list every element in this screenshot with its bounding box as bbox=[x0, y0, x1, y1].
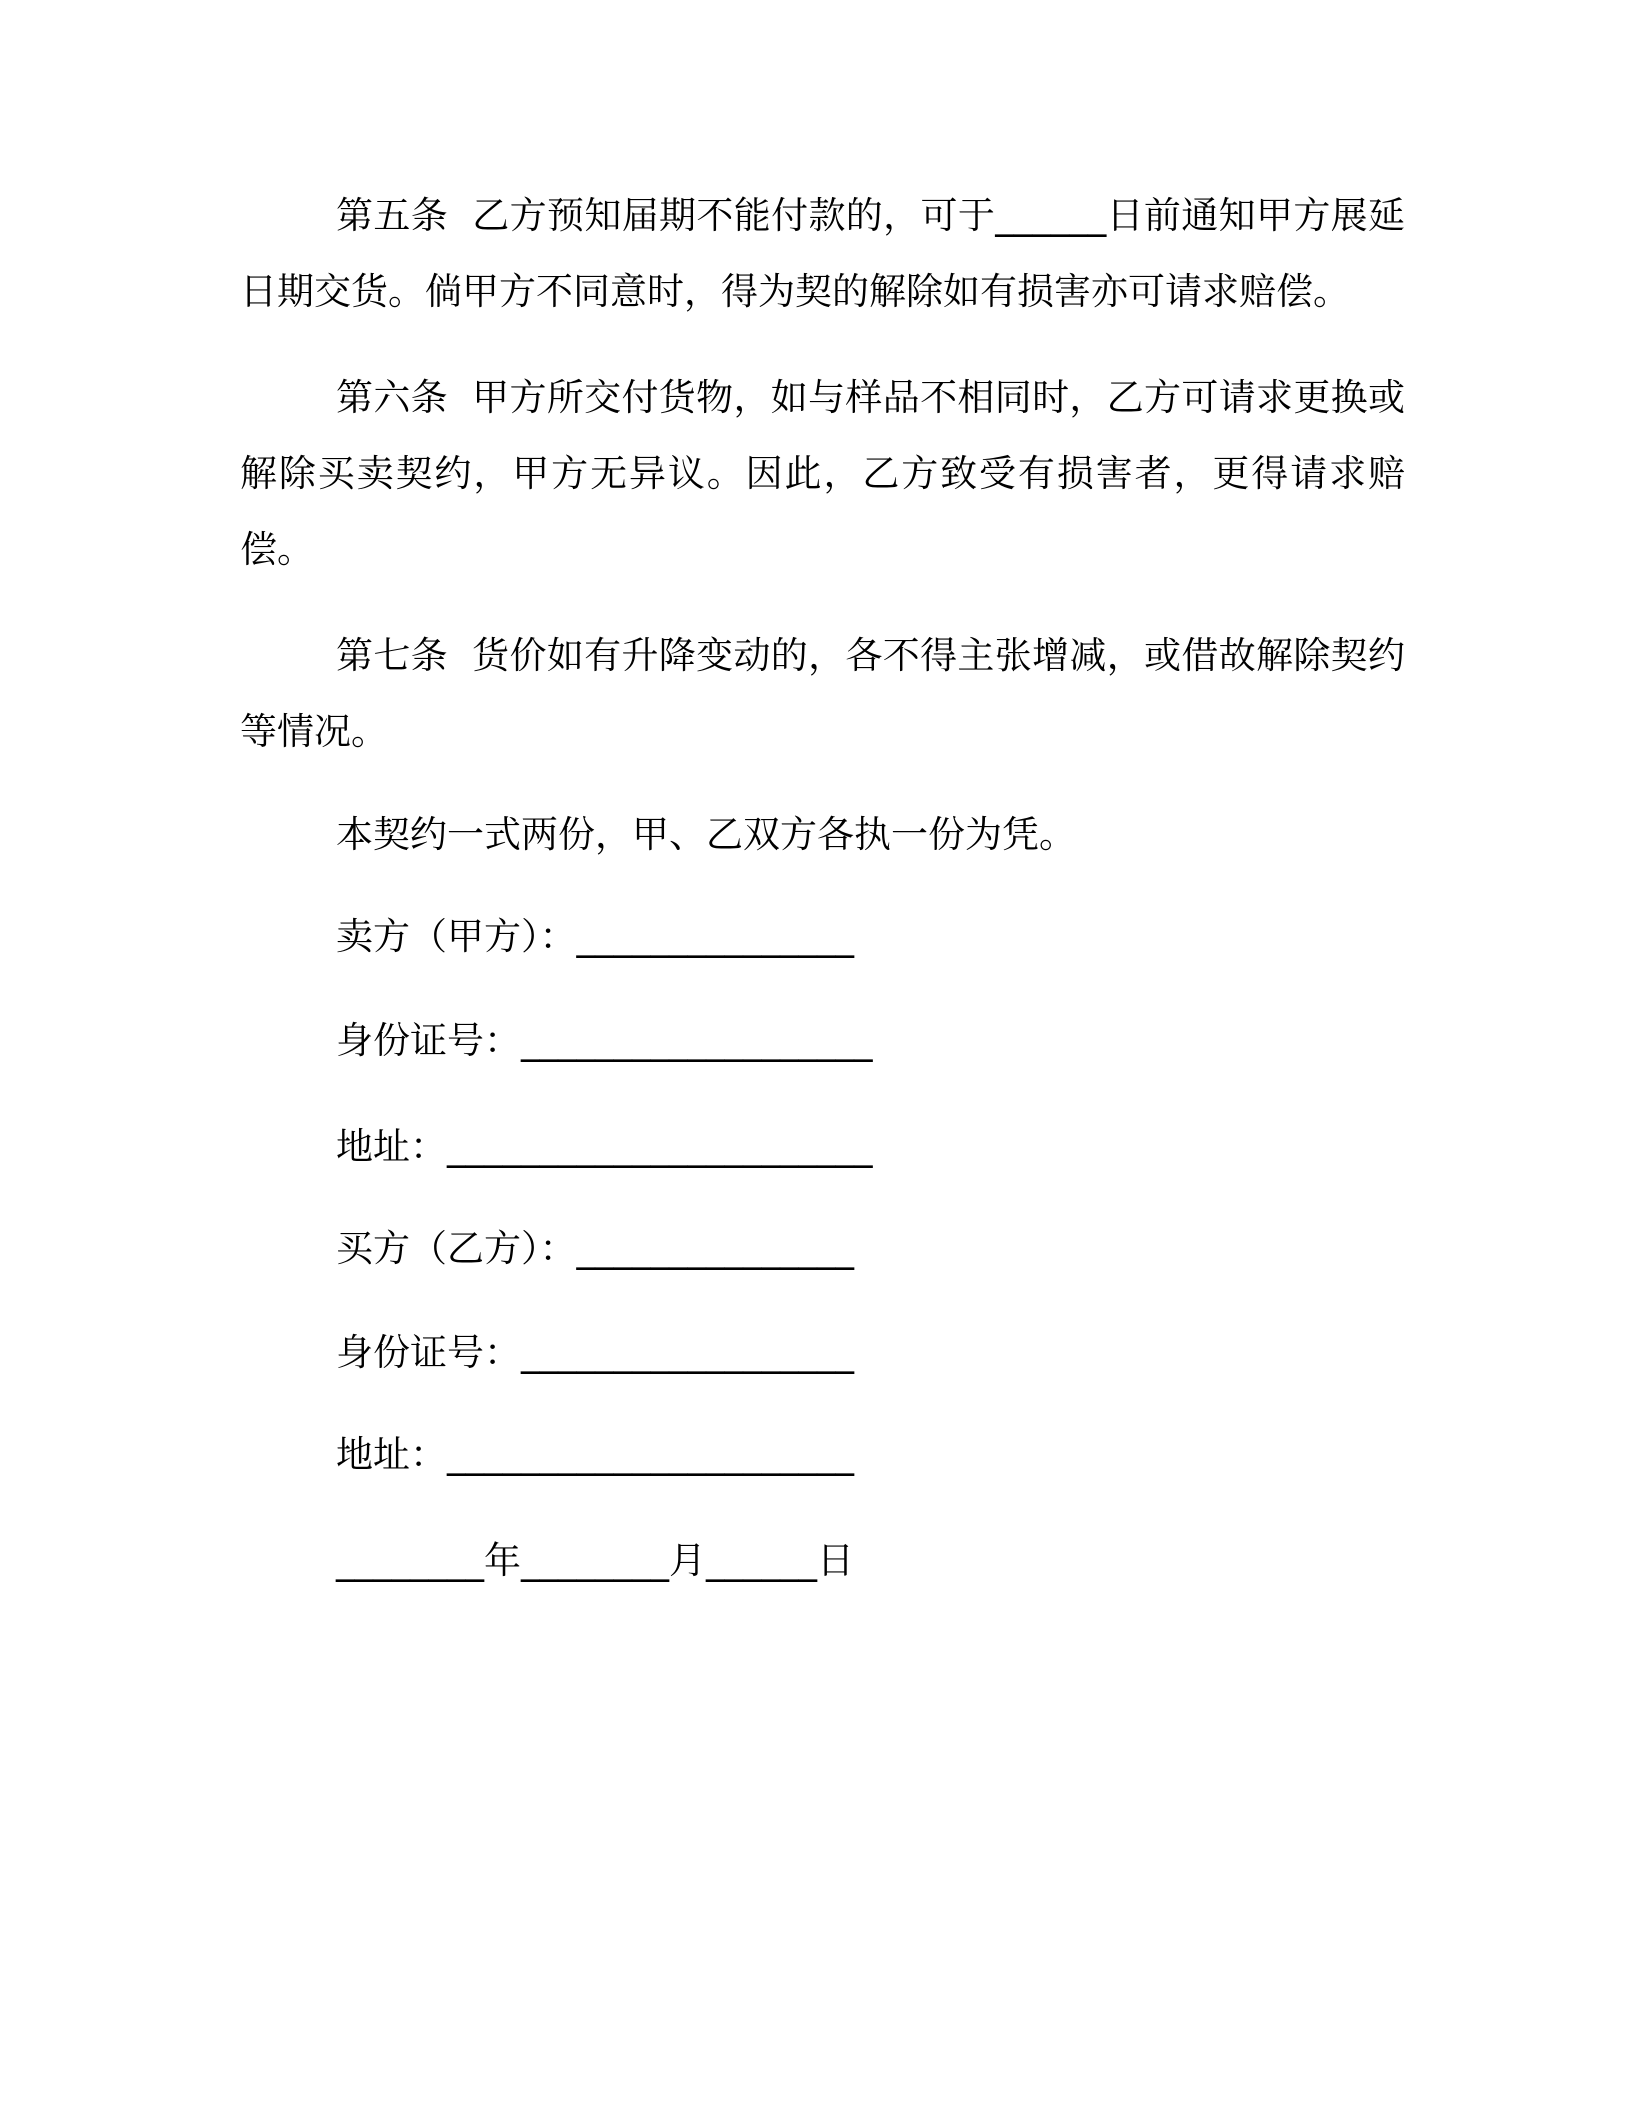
buyer-blank: _______________ bbox=[576, 1227, 854, 1270]
article-6-gap bbox=[448, 376, 472, 419]
seller-id-label: 身份证号： bbox=[336, 1019, 521, 1062]
article-5-gap bbox=[448, 194, 472, 237]
seller-field bbox=[336, 915, 854, 958]
copies-statement: 本契约一式两份，甲、乙双方各执一份为凭。 bbox=[336, 813, 1076, 856]
buyer-address-label: 地址： bbox=[336, 1433, 447, 1476]
article-7-heading: 第七条 bbox=[336, 634, 448, 677]
seller-id-blank: ___________________ bbox=[521, 1019, 873, 1062]
buyer-address-blank: ______________________ bbox=[447, 1433, 854, 1476]
seller-address-field bbox=[336, 1125, 873, 1168]
seller-label: 卖方（甲方）： bbox=[336, 915, 577, 958]
buyer-id-blank: __________________ bbox=[521, 1331, 854, 1374]
month-label: 月 bbox=[669, 1539, 706, 1582]
article-5-text-before: 乙方预知届期不能付款的，可于 bbox=[472, 194, 996, 237]
article-6-text: 甲方所交付货物，如与样品不相同时，乙方可请求更换或解除买卖契约，甲方无异议。因此，乙方致受有损害者，更得请求赔偿。 bbox=[240, 376, 1406, 571]
article-7 bbox=[240, 618, 1405, 770]
day-blank: ______ bbox=[706, 1539, 817, 1582]
seller-address-blank: _______________________ bbox=[447, 1125, 873, 1168]
buyer-label: 买方（乙方）： bbox=[336, 1227, 577, 1270]
article-7-gap bbox=[448, 634, 472, 677]
article-5-blank: ______ bbox=[995, 194, 1107, 237]
seller-id-field bbox=[336, 1019, 873, 1062]
buyer-id-label: 身份证号： bbox=[336, 1331, 521, 1374]
article-7-text: 货价如有升降变动的，各不得主张增减，或借故解除契约等情况。 bbox=[240, 634, 1406, 753]
article-6 bbox=[240, 360, 1405, 588]
buyer-address-field bbox=[336, 1433, 854, 1476]
year-label: 年 bbox=[484, 1539, 521, 1582]
article-6-heading: 第六条 bbox=[336, 376, 448, 419]
seller-address-label: 地址： bbox=[336, 1125, 447, 1168]
article-5-text-after: 日前通知甲方展延日期交货。倘甲方不同意时，得为契的解除如有损害亦可请求赔偿。 bbox=[240, 194, 1406, 313]
seller-blank: _______________ bbox=[576, 915, 854, 958]
year-blank: ________ bbox=[336, 1539, 484, 1582]
day-label: 日 bbox=[817, 1539, 854, 1582]
month-blank: ________ bbox=[521, 1539, 669, 1582]
article-5 bbox=[240, 178, 1405, 330]
article-5-heading: 第五条 bbox=[336, 194, 449, 237]
date-line bbox=[336, 1539, 854, 1582]
buyer-id-field bbox=[336, 1331, 854, 1374]
buyer-field bbox=[336, 1227, 854, 1270]
